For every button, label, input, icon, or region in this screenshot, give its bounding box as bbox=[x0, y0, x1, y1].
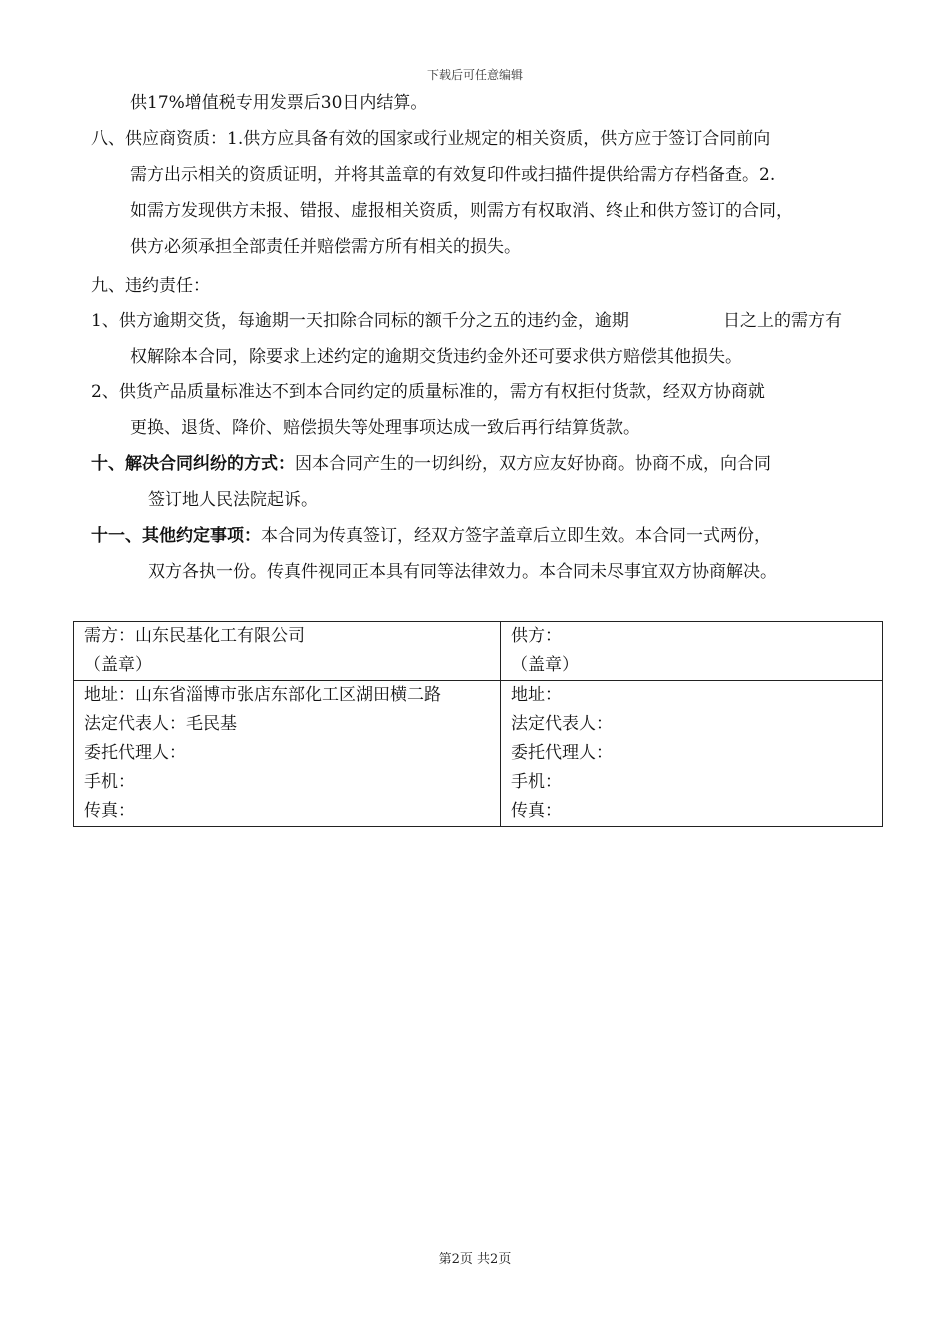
section-9-item-1-tail: 日之上的需方有 bbox=[723, 311, 842, 331]
supplier-legal-rep: 法定代表人： bbox=[511, 714, 613, 734]
signature-table bbox=[73, 621, 883, 827]
section-11-line bbox=[91, 524, 771, 548]
header-note: 下载后可任意编辑 bbox=[426, 68, 523, 82]
section-9-item-2-cont: 更换、退货、降价、赔偿损失等处理事项达成一致后再行结算货款。 bbox=[130, 418, 640, 438]
section-11-cont: 双方各执一份。传真件视同正本具有同等法律效力。本合同未尽事宜双方协商解决。 bbox=[148, 562, 777, 582]
buyer-fax: 传真： bbox=[84, 801, 135, 821]
supplier-party-cell bbox=[501, 622, 883, 681]
section-11-text: 本合同为传真签订，经双方签字盖章后立即生效。本合同一式两份， bbox=[261, 526, 771, 546]
section-8-line: 八、供应商资质：1.供方应具备有效的国家或行业规定的相关资质，供方应于签订合同前向 bbox=[91, 129, 771, 149]
supplier-seal: （盖章） bbox=[511, 655, 579, 675]
supplier-details-cell bbox=[501, 681, 883, 827]
section-9-heading: 九、违约责任： bbox=[91, 276, 210, 296]
supplier-address: 地址： bbox=[511, 685, 562, 705]
section-10-cont: 签订地人民法院起诉。 bbox=[148, 490, 318, 510]
buyer-mobile: 手机： bbox=[84, 772, 135, 792]
section-11-title: 十一、其他约定事项： bbox=[91, 526, 261, 546]
buyer-details-cell bbox=[74, 681, 501, 827]
buyer-legal-rep: 法定代表人：毛民基 bbox=[84, 714, 237, 734]
supplier-agent: 委托代理人： bbox=[511, 743, 613, 763]
table-row bbox=[74, 622, 883, 681]
section-9-item-1-cont: 权解除本合同，除要求上述约定的逾期交货违约金外还可要求供方赔偿其他损失。 bbox=[130, 347, 742, 367]
section-8-line: 需方出示相关的资质证明，并将其盖章的有效复印件或扫描件提供给需方存档备查。2. bbox=[130, 165, 776, 185]
section-10-text: 因本合同产生的一切纠纷，双方应友好协商。协商不成，向合同 bbox=[295, 454, 771, 474]
supplier-party: 供方： bbox=[511, 626, 562, 646]
section-10-line bbox=[91, 452, 771, 476]
section-8-line: 如需方发现供方未报、错报、虚报相关资质，则需方有权取消、终止和供方签订的合同， bbox=[130, 201, 793, 221]
buyer-party-cell bbox=[74, 622, 501, 681]
section-10-title: 十、解决合同纠纷的方式： bbox=[91, 454, 295, 474]
buyer-address: 地址：山东省淄博市张店东部化工区湖田横二路 bbox=[84, 685, 441, 705]
section-8-line: 供方必须承担全部责任并赔偿需方所有相关的损失。 bbox=[130, 237, 521, 257]
buyer-agent: 委托代理人： bbox=[84, 743, 186, 763]
supplier-mobile: 手机： bbox=[511, 772, 562, 792]
buyer-seal: （盖章） bbox=[84, 655, 152, 675]
table-row bbox=[74, 681, 883, 827]
page-footer: 第2页 共2页 bbox=[438, 1252, 512, 1267]
supplier-fax: 传真： bbox=[511, 801, 562, 821]
section-9-item-1: 1、供方逾期交货，每逾期一天扣除合同标的额千分之五的违约金，逾期 bbox=[91, 311, 629, 331]
buyer-party: 需方：山东民基化工有限公司 bbox=[84, 626, 305, 646]
paragraph-line: 供17%增值税专用发票后30日内结算。 bbox=[130, 93, 428, 113]
section-9-item-2: 2、供货产品质量标准达不到本合同约定的质量标准的，需方有权拒付货款，经双方协商就 bbox=[91, 382, 765, 402]
